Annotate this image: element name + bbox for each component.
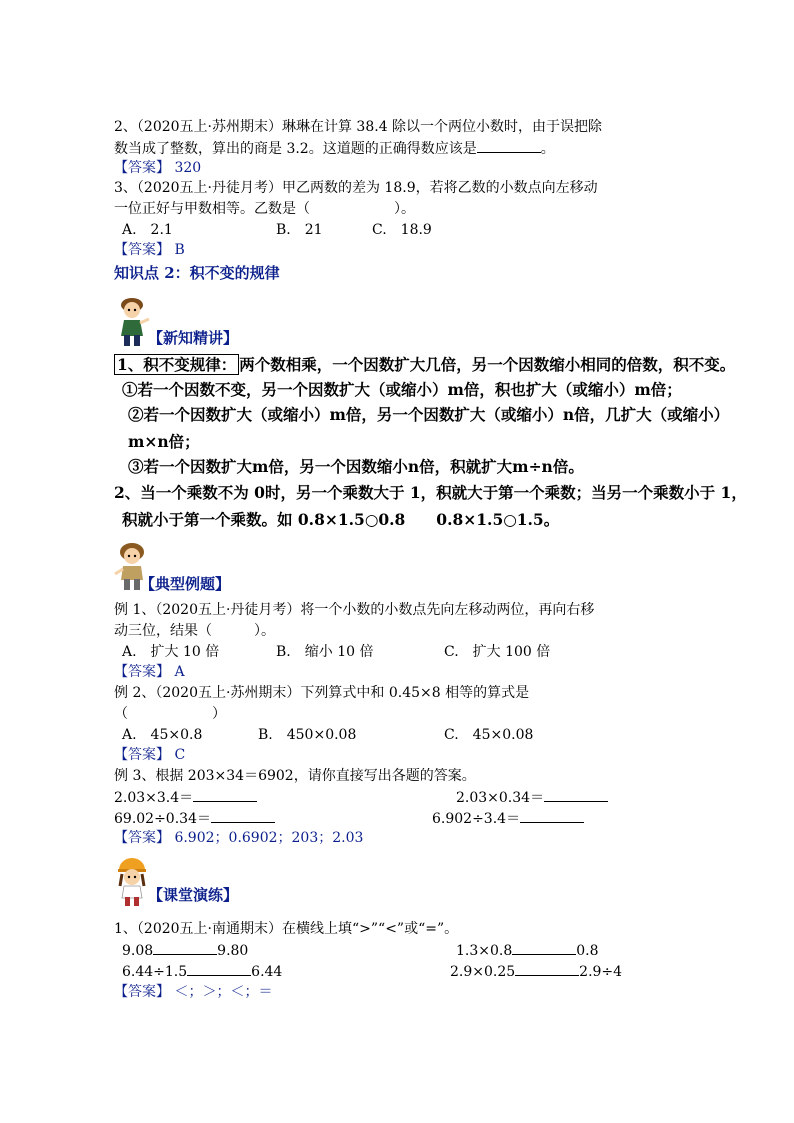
ex2-option-b: B. 450×0.08 <box>258 727 357 743</box>
rule1 <box>114 355 735 375</box>
ex3-item2 <box>456 787 608 808</box>
practice-q1-line1: 1、（2020五上·南通期末）在横线上填“>”“<”或“=”。 <box>114 921 459 937</box>
ex3-answer <box>114 828 363 848</box>
practice-q1-answer <box>114 982 272 1002</box>
ex3-expr: 2.03×3.4＝ <box>114 790 194 806</box>
q2-end: 。 <box>540 141 555 157</box>
compare-right: 2.9÷4 <box>579 964 623 980</box>
answer-value: B <box>174 242 185 258</box>
q2-line2 <box>114 138 555 159</box>
answer-label: 【答案】 <box>114 830 170 846</box>
q3-line1: 3、（2020五上·丹徒月考）甲乙两数的差为 18.9，若将乙数的小数点向左移动 <box>114 180 598 196</box>
knowledge-point-title: 知识点 2：积不变的规律 <box>114 264 280 282</box>
ex2-option-a: A. 45×0.8 <box>122 727 203 743</box>
ex3-line1: 例 3、根据 203×34＝6902，请你直接写出各题的答案。 <box>114 768 476 784</box>
answer-label: 【答案】 <box>114 242 170 258</box>
new-knowledge-label: 【新知精讲】 <box>148 329 239 347</box>
compare-blank[interactable] <box>187 961 251 976</box>
cartoon-boy-icon <box>112 294 152 348</box>
rule-item2-line2: m×n倍； <box>128 432 200 451</box>
ex3-item3 <box>114 808 275 829</box>
q3-answer <box>114 240 185 260</box>
answer-label: 【答案】 <box>114 747 170 763</box>
rule1-title: 1、积不变规律： <box>114 354 239 375</box>
q2-answer <box>114 158 201 178</box>
ex3-item1 <box>114 787 257 808</box>
compare-left: 6.44÷1.5 <box>122 964 188 980</box>
answer-blank[interactable] <box>544 787 608 802</box>
practice-q1-item1 <box>122 940 248 961</box>
ex2-line2: （ ） <box>114 706 226 722</box>
answer-value: 320 <box>174 160 202 176</box>
q2-line1: 2、（2020五上·苏州期末）琳琳在计算 38.4 除以一个两位小数时，由于误把除 <box>114 119 603 135</box>
compare-right: 0.8 <box>576 943 599 959</box>
practice-q1-item4 <box>450 961 622 982</box>
ex2-answer <box>114 745 185 765</box>
answer-blank[interactable] <box>193 787 257 802</box>
answer-label: 【答案】 <box>114 664 170 680</box>
ex1-option-c: C. 扩大 100 倍 <box>444 644 551 660</box>
compare-blank[interactable] <box>153 940 217 955</box>
ex2-option-c: C. 45×0.08 <box>444 727 534 743</box>
ex1-line2: 动三位，结果（ ）。 <box>114 623 275 639</box>
ex1-answer <box>114 662 185 682</box>
compare-left: 2.9×0.25 <box>450 964 516 980</box>
ex3-expr: 69.02÷0.34＝ <box>114 811 211 827</box>
compare-blank[interactable] <box>512 940 576 955</box>
rule1-text: 两个数相乘，一个因数扩大几倍，另一个因数缩小相同的倍数，积不变。 <box>239 355 736 374</box>
ex1-line1: 例 1、（2020五上·丹徒月考）将一个小数的小数点先向左移动两位，再向右移 <box>114 602 595 618</box>
answer-value: 6.902；0.6902；203；2.03 <box>174 830 364 846</box>
answer-value: C <box>174 747 186 763</box>
ex3-expr: 2.03×0.34＝ <box>456 790 545 806</box>
answer-label: 【答案】 <box>114 984 170 1000</box>
ex3-item4 <box>432 808 584 829</box>
practice-label: 【课堂演练】 <box>148 886 239 904</box>
answer-blank[interactable] <box>520 808 584 823</box>
q3-option-a: A. 2.1 <box>122 222 173 238</box>
answer-blank[interactable] <box>211 808 275 823</box>
cartoon-girl-icon <box>114 856 150 908</box>
q2-text: 数当成了整数，算出的商是 3.2。这道题的正确得数应该是 <box>114 141 477 157</box>
q3-option-b: B. 21 <box>276 222 323 238</box>
compare-blank[interactable] <box>515 961 579 976</box>
rule2-line2: 积就小于第一个乘数。如 0.8×1.5○0.8 0.8×1.5○1.5。 <box>122 510 560 529</box>
q3-option-c: C. 18.9 <box>372 222 432 238</box>
rule-item1: ①若一个因数不变，另一个因数扩大（或缩小）m倍，积也扩大（或缩小）m倍； <box>122 380 682 399</box>
ex1-option-b: B. 缩小 10 倍 <box>276 644 374 660</box>
compare-left: 9.08 <box>122 943 154 959</box>
answer-value: ＜；＞；＜；＝ <box>174 984 273 1000</box>
practice-q1-item2 <box>456 940 599 961</box>
practice-q1-item3 <box>122 961 282 982</box>
rule2-line1: 2、当一个乘数不为 0时，另一个乘数大于 1，积就大于第一个乘数；当另一个乘数小于 1， <box>114 483 747 502</box>
ex1-option-a: A. 扩大 10 倍 <box>122 644 220 660</box>
compare-left: 1.3×0.8 <box>456 943 513 959</box>
rule-item3: ③若一个因数扩大m倍，另一个因数缩小n倍，积就扩大m÷n倍。 <box>128 457 584 476</box>
answer-label: 【答案】 <box>114 160 170 176</box>
ex3-expr: 6.902÷3.4＝ <box>432 811 521 827</box>
ex2-line1: 例 2、（2020五上·苏州期末）下列算式中和 0.45×8 相等的算式是 <box>114 685 530 701</box>
rule-item2-line1: ②若一个因数扩大（或缩小）m倍，另一个因数扩大（或缩小）n倍，几扩大（或缩小） <box>128 405 730 424</box>
compare-right: 9.80 <box>217 943 249 959</box>
answer-blank[interactable] <box>477 138 541 153</box>
q3-line2: 一位正好与甲数相等。乙数是（ ）。 <box>114 201 415 217</box>
answer-value: A <box>174 664 185 680</box>
examples-label: 【典型例题】 <box>140 575 231 593</box>
compare-right: 6.44 <box>251 964 283 980</box>
